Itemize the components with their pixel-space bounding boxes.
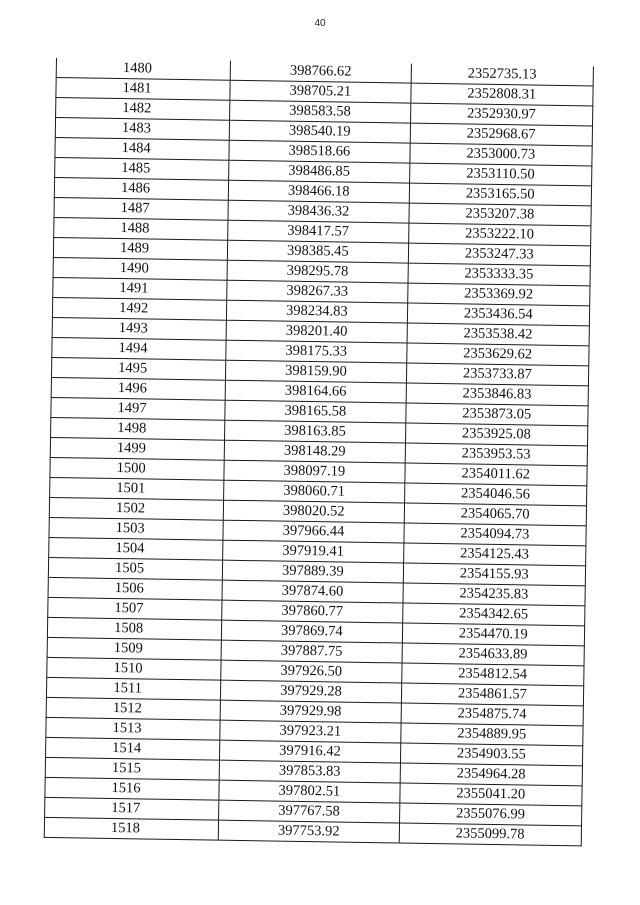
y-coordinate-cell: 2353733.87 [406,363,589,386]
point-number-cell: 1502 [49,497,223,520]
x-coordinate-cell: 397916.42 [220,740,401,763]
y-coordinate-cell: 2354011.62 [404,463,587,486]
coordinates-table-body [44,58,593,846]
x-coordinate-cell: 398159.90 [226,360,407,383]
x-coordinate-cell: 398148.29 [224,440,405,463]
point-number-cell: 1486 [54,177,228,200]
x-coordinate-cell: 397966.44 [223,520,404,543]
y-coordinate-cell: 2354889.95 [400,723,583,746]
y-coordinate-cell: 2353436.54 [407,303,590,326]
y-coordinate-cell: 2355099.78 [399,823,582,846]
y-coordinate-cell: 2354342.65 [402,603,585,626]
x-coordinate-cell: 398234.83 [227,300,408,323]
x-coordinate-cell: 398097.19 [224,460,405,483]
x-coordinate-cell: 398385.45 [228,240,409,263]
x-coordinate-cell: 398201.40 [226,320,407,343]
x-coordinate-cell: 398766.62 [230,61,411,83]
x-coordinate-cell: 397923.21 [220,720,401,743]
point-number-cell: 1514 [46,737,220,760]
point-number-cell: 1492 [52,297,226,320]
x-coordinate-cell: 398060.71 [224,480,405,503]
point-number-cell: 1494 [52,337,226,360]
x-coordinate-cell: 397860.77 [222,600,403,623]
x-coordinate-cell: 398705.21 [230,80,411,103]
x-coordinate-cell: 398583.58 [230,100,411,123]
x-coordinate-cell: 398163.85 [225,420,406,443]
y-coordinate-cell: 2354065.70 [404,503,587,526]
y-coordinate-cell: 2354875.74 [401,703,584,726]
y-coordinate-cell: 2354470.19 [402,623,585,646]
x-coordinate-cell: 398486.85 [229,160,410,183]
y-coordinate-cell: 2354094.73 [403,523,586,546]
coordinates-table [44,58,594,846]
point-number-cell: 1509 [47,637,221,660]
point-number-cell: 1510 [47,657,221,680]
x-coordinate-cell: 397869.74 [222,620,403,643]
point-number-cell: 1501 [50,477,224,500]
point-number-cell: 1516 [45,777,219,800]
x-coordinate-cell: 398518.66 [229,140,410,163]
y-coordinate-cell: 2354155.93 [403,563,586,586]
x-coordinate-cell: 397929.98 [220,700,401,723]
point-number-cell: 1496 [51,377,225,400]
point-number-cell: 1487 [54,197,228,220]
point-number-cell: 1512 [46,697,220,720]
y-coordinate-cell: 2353333.35 [408,263,591,286]
point-number-cell: 1484 [55,137,229,160]
y-coordinate-cell: 2354235.83 [403,583,586,606]
x-coordinate-cell: 397929.28 [221,680,402,703]
point-number-cell: 1503 [49,517,223,540]
x-coordinate-cell: 397874.60 [222,580,403,603]
x-coordinate-cell: 397889.39 [222,560,403,583]
y-coordinate-cell: 2353538.42 [407,323,590,346]
y-coordinate-cell: 2354964.28 [400,763,583,786]
y-coordinate-cell: 2354861.57 [401,683,584,706]
x-coordinate-cell: 397853.83 [219,760,400,783]
point-number-cell: 1499 [50,437,224,460]
point-number-cell: 1500 [50,457,224,480]
y-coordinate-cell: 2354125.43 [403,543,586,566]
y-coordinate-cell: 2353369.92 [407,283,590,306]
y-coordinate-cell: 2353222.10 [408,223,591,246]
point-number-cell: 1489 [53,237,227,260]
x-coordinate-cell: 398417.57 [228,220,409,243]
page-number: 40 [314,18,326,29]
y-coordinate-cell: 2353953.53 [405,443,588,466]
x-coordinate-cell: 398020.52 [223,500,404,523]
point-number-cell: 1491 [53,277,227,300]
y-coordinate-cell: 2353873.05 [405,403,588,426]
point-number-cell: 1511 [46,677,220,700]
point-number-cell: 1497 [51,397,225,420]
y-coordinate-cell: 2354046.56 [404,483,587,506]
y-coordinate-cell: 2352735.13 [411,64,594,86]
y-coordinate-cell: 2352808.31 [410,83,593,106]
x-coordinate-cell: 398436.32 [228,200,409,223]
y-coordinate-cell: 2354633.89 [402,643,585,666]
y-coordinate-cell: 2353247.33 [408,243,591,266]
point-number-cell: 1507 [48,597,222,620]
point-number-cell: 1504 [49,537,223,560]
x-coordinate-cell: 398175.33 [226,340,407,363]
y-coordinate-cell: 2352930.97 [410,103,593,126]
point-number-cell: 1482 [56,98,230,121]
x-coordinate-cell: 397753.92 [218,820,399,843]
x-coordinate-cell: 398295.78 [227,260,408,283]
y-coordinate-cell: 2354903.55 [400,743,583,766]
x-coordinate-cell: 398164.66 [225,380,406,403]
x-coordinate-cell: 397926.50 [221,660,402,683]
y-coordinate-cell: 2353110.50 [409,163,592,186]
y-coordinate-cell: 2355076.99 [399,803,582,826]
y-coordinate-cell: 2355041.20 [399,783,582,806]
point-number-cell: 1517 [45,797,219,820]
x-coordinate-cell: 398540.19 [229,120,410,143]
point-number-cell: 1483 [55,118,229,141]
x-coordinate-cell: 397919.41 [223,540,404,563]
point-number-cell: 1518 [44,817,218,840]
x-coordinate-cell: 397767.58 [219,800,400,823]
point-number-cell: 1493 [52,317,226,340]
y-coordinate-cell: 2353000.73 [409,143,592,166]
point-number-cell: 1498 [51,417,225,440]
point-number-cell: 1481 [56,78,230,101]
point-number-cell: 1480 [56,58,230,80]
point-number-cell: 1513 [46,717,220,740]
point-number-cell: 1490 [53,257,227,280]
point-number-cell: 1488 [54,217,228,240]
point-number-cell: 1506 [48,577,222,600]
y-coordinate-cell: 2354812.54 [401,663,584,686]
y-coordinate-cell: 2353846.83 [406,383,589,406]
x-coordinate-cell: 398267.33 [227,280,408,303]
y-coordinate-cell: 2353925.08 [405,423,588,446]
y-coordinate-cell: 2353207.38 [408,203,591,226]
point-number-cell: 1495 [51,357,225,380]
y-coordinate-cell: 2352968.67 [410,123,593,146]
x-coordinate-cell: 397887.75 [221,640,402,663]
x-coordinate-cell: 398466.18 [228,180,409,203]
y-coordinate-cell: 2353165.50 [409,183,592,206]
x-coordinate-cell: 398165.58 [225,400,406,423]
point-number-cell: 1515 [45,757,219,780]
x-coordinate-cell: 397802.51 [219,780,400,803]
point-number-cell: 1485 [55,157,229,180]
point-number-cell: 1505 [48,557,222,580]
point-number-cell: 1508 [47,617,221,640]
y-coordinate-cell: 2353629.62 [406,343,589,366]
